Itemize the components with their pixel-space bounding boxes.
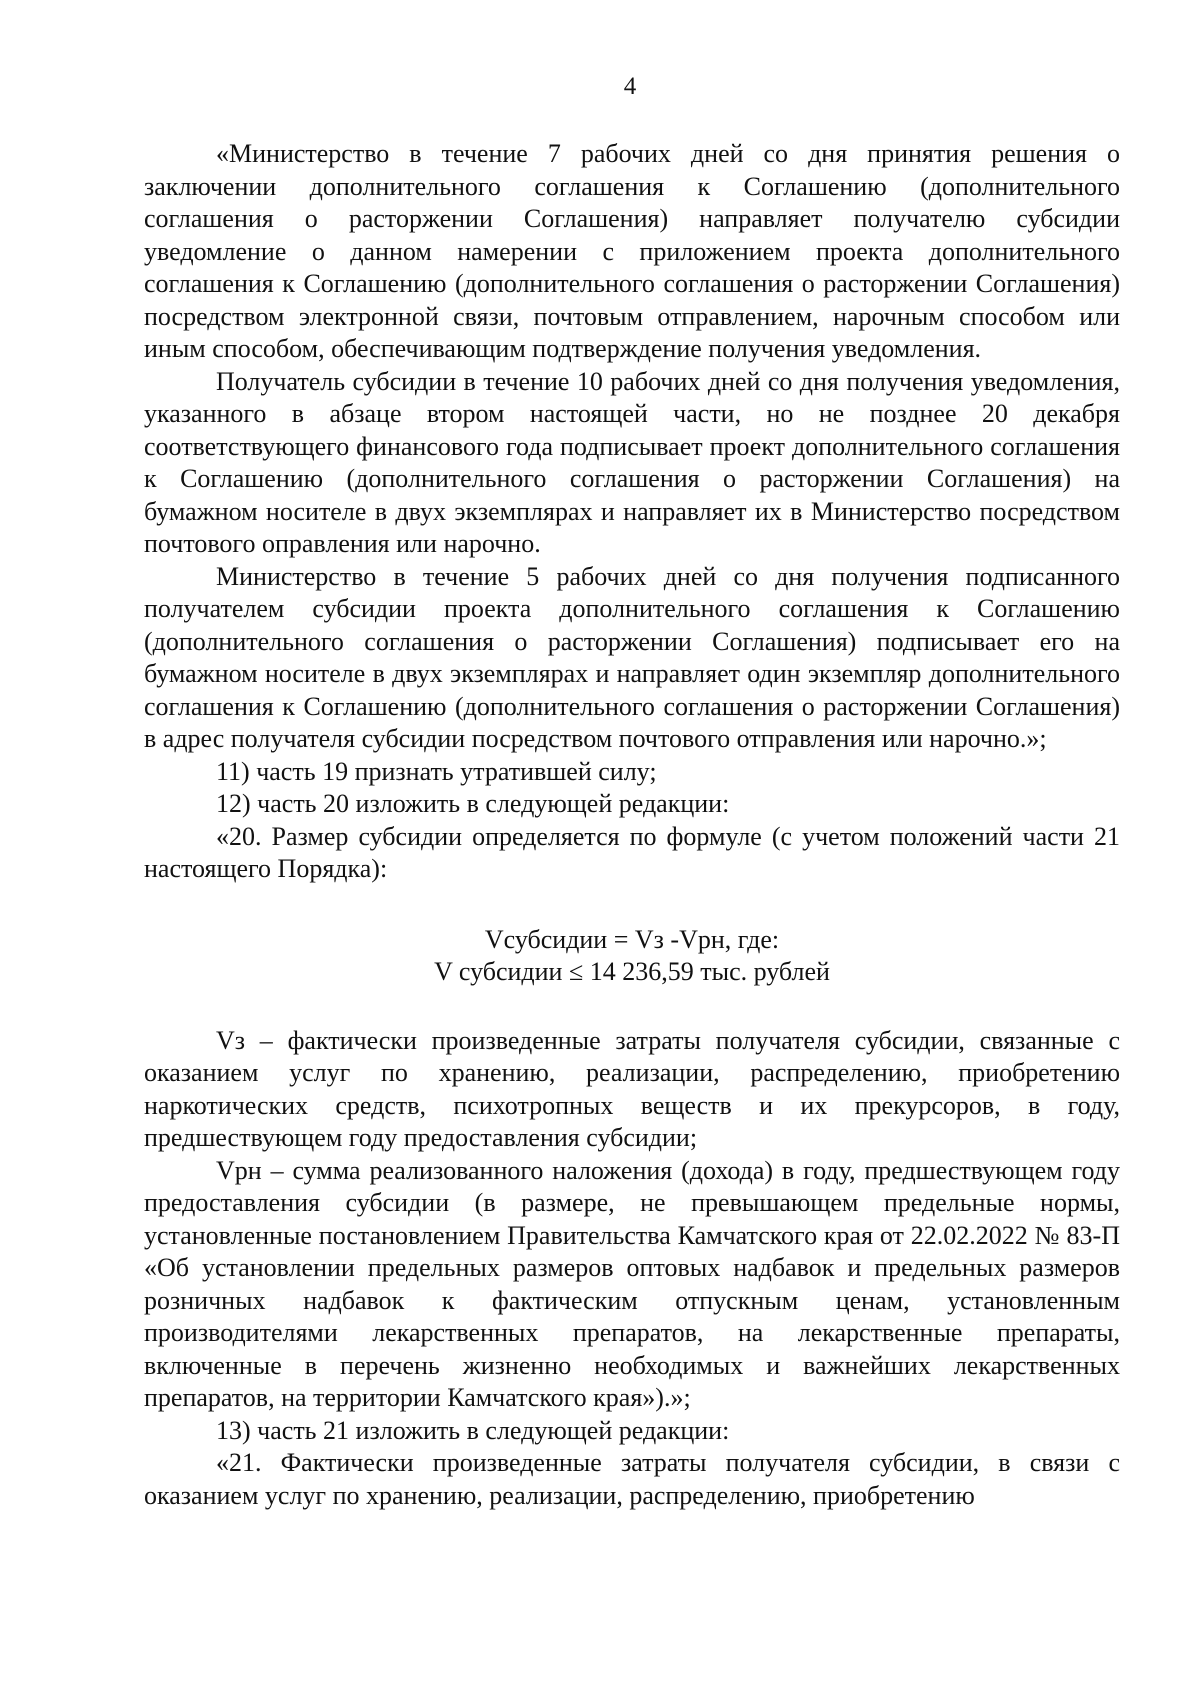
paragraph-part-20: «20. Размер субсидии определяется по формуле (с учетом положений части 21 настоящего Порядка):: [144, 821, 1120, 883]
paragraph-recipient-signing: Получатель субсидии в течение 10 рабочих дней со дня получения уведомления, указанного в абзаце втором настоящей части, но не позднее 20 декабря соответствующего финансового года подписывает проект дополнительного соглашения к Соглашению (дополнительного соглашения о расторжении Соглашения) на бумажном носителе в двух экземплярах и направляет их в Министерство посредством почтового оправления или нарочно.: [144, 366, 1120, 558]
paragraph-item-11: 11) часть 19 признать утратившей силу;: [216, 756, 657, 786]
paragraph-item-12: 12) часть 20 изложить в следующей редакции:: [216, 789, 730, 818]
document-body: [144, 138, 1120, 1512]
paragraph-item-13: 13) часть 21 изложить в следующей редакции:: [216, 1415, 730, 1445]
paragraph-vrn-definition: Vрн – сумма реализованного наложения (дохода) в году, предшествующем году предоставления субсидии (в размере, не превышающем предельные нормы, установленные постановлением Правительства Камчатского края от 22.02.2022 № 83-П «Об установлении предельных размеров оптовых надбавок и предельных размеров розничных надбавок к фактическим отпускным ценам, установленным производителями лекарственных препаратов, на лекарственные препараты, включенные в перечень жизненно необходимых и важнейших лекарственных препаратов, на территории Камчатского края»).»;: [144, 1155, 1120, 1412]
page-number: 4: [623, 73, 637, 100]
formula-line-limit: V субсидии ≤ 14 236,59 тыс. рублей: [434, 957, 830, 986]
paragraph-ministry-signing: Министерство в течение 5 рабочих дней со дня получения подписанного получателем субсидии проекта дополнительного соглашения к Соглашению (дополнительного соглашения о расторжении Соглашения) подписывает его на бумажном носителе в двух экземплярах и направляет один экземпляр дополнительного соглашения к Соглашению (дополнительного соглашения о расторжении Соглашения) в адрес получателя субсидии посредством почтового отправления или нарочно.»;: [144, 561, 1120, 753]
formula-line-equation: Vсубсидии = Vз -Vрн, где:: [484, 924, 780, 954]
paragraph-vz-definition: Vз – фактически произведенные затраты получателя субсидии, связанные с оказанием услуг по хранению, реализации, распределению, приобретению наркотических средств, психотропных веществ и их прекурсоров, в году, предшествующем году предоставления субсидии;: [144, 1025, 1120, 1152]
paragraph-part-21: «21. Фактически произведенные затраты получателя субсидии, в связи с оказанием услуг по хранению, реализации, распределению, приобретению: [144, 1448, 1120, 1510]
subsidy-formula: [144, 924, 1120, 989]
paragraph-notification-procedure: «Министерство в течение 7 рабочих дней со дня принятия решения о заключении дополнительного соглашения к Соглашению (дополнительного соглашения о расторжении Соглашения) направляет получателю субсидии уведомление о данном намерении с приложением проекта дополнительного соглашения к Соглашению (дополнительного соглашения о расторжении Соглашения) посредством электронной связи, почтовым отправлением, нарочным способом или иным способом, обеспечивающим подтверждение получения уведомления.: [144, 139, 1120, 363]
